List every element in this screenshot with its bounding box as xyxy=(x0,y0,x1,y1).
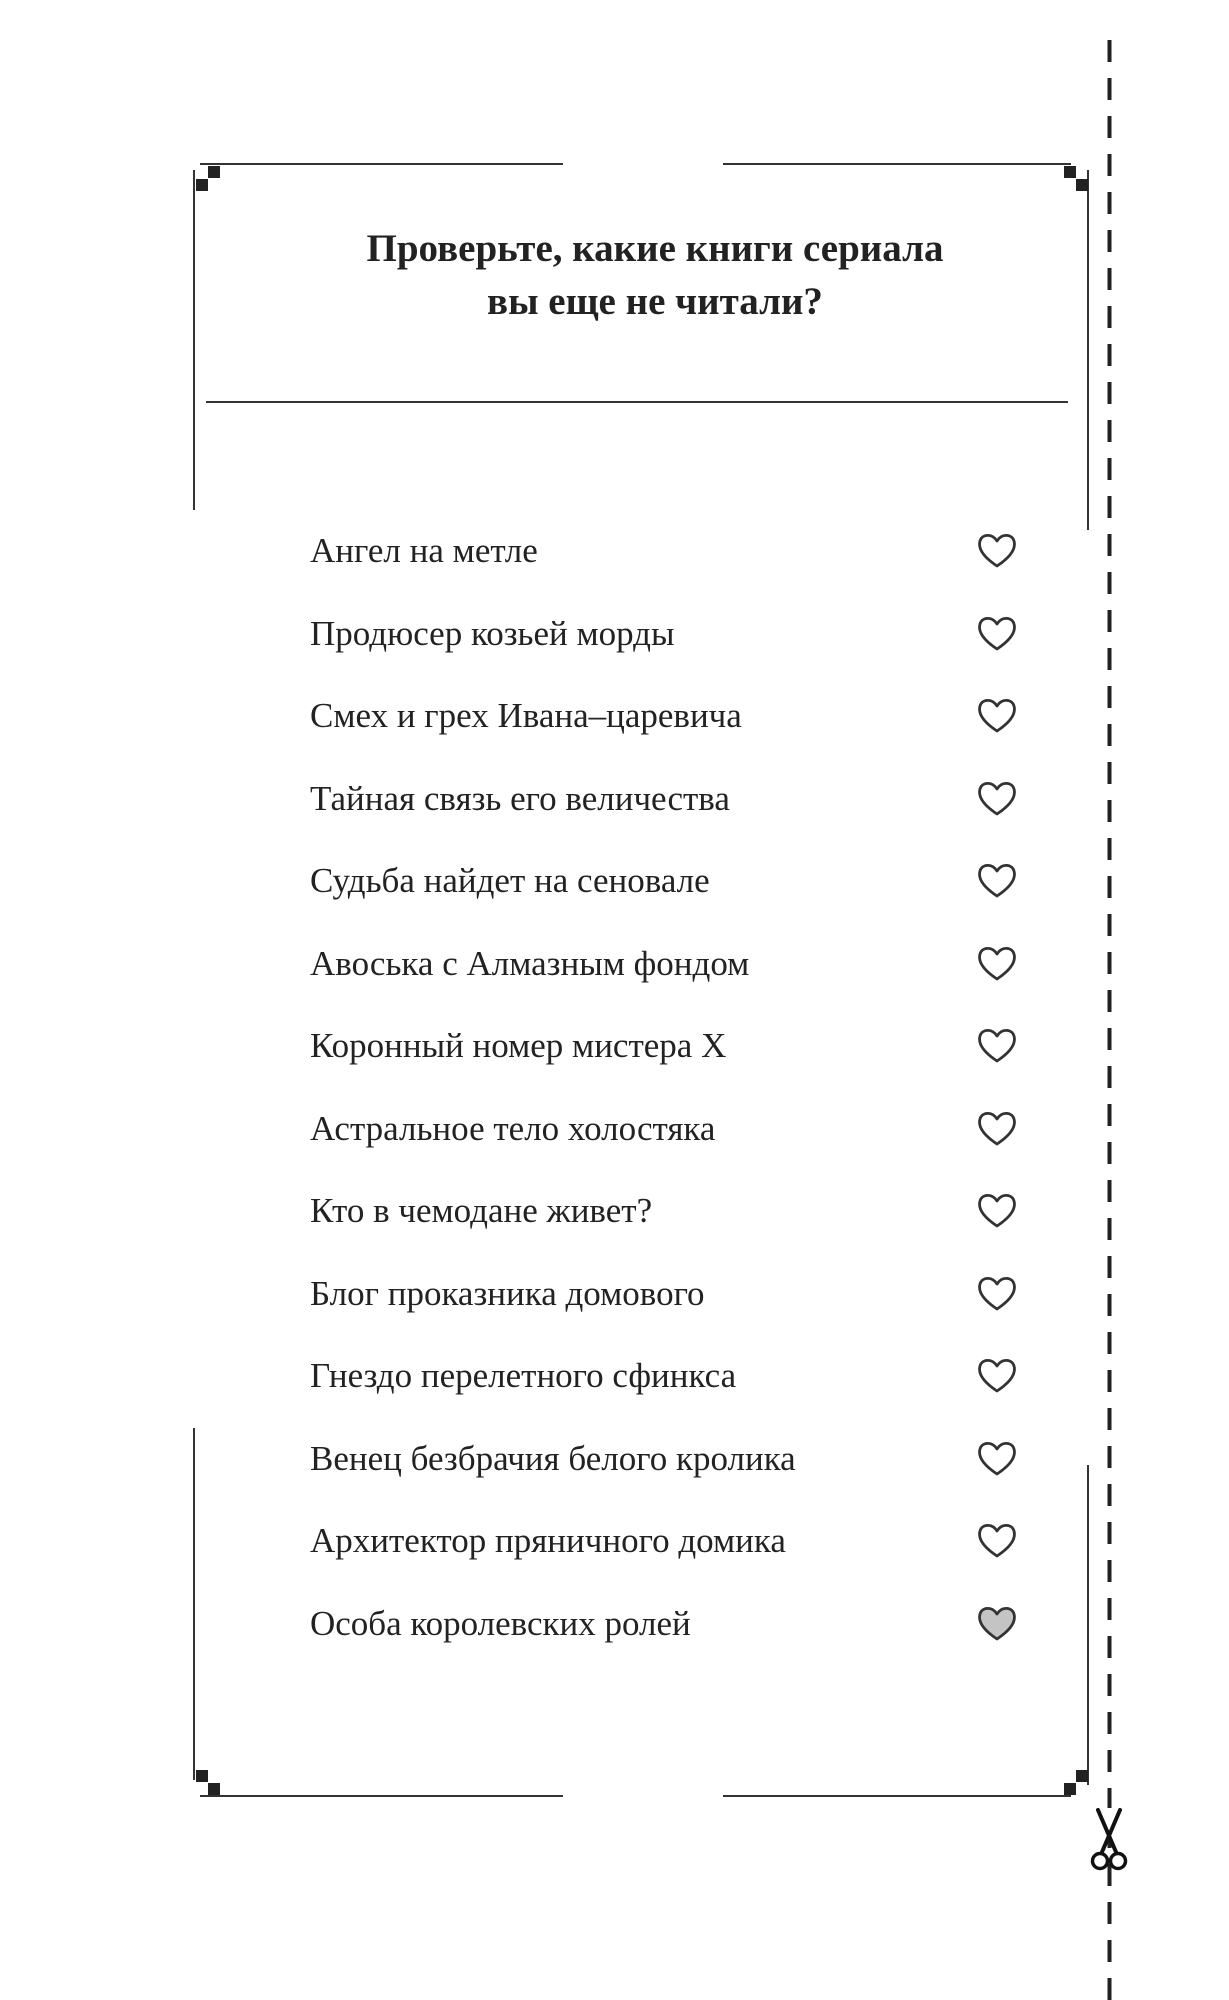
corner-ornament-top-right xyxy=(1064,166,1076,178)
book-title: Блог проказника домового xyxy=(310,1273,705,1313)
corner-ornament-top-left xyxy=(196,179,208,191)
book-title: Кто в чемодане живет? xyxy=(310,1191,653,1231)
corner-ornament-top-right xyxy=(1076,179,1088,191)
heart-icon[interactable] xyxy=(976,531,1018,571)
frame-top-left-line xyxy=(200,163,563,165)
list-item xyxy=(310,923,1030,1006)
list-item xyxy=(310,1500,1030,1583)
heart-icon[interactable] xyxy=(976,779,1018,819)
list-item xyxy=(310,1088,1030,1171)
heart-icon[interactable] xyxy=(976,1026,1018,1066)
book-title: Особа королевских ролей xyxy=(310,1603,691,1643)
book-title: Судьба найдет на сеновале xyxy=(310,861,710,901)
corner-ornament-bottom-right xyxy=(1064,1783,1076,1795)
page-title xyxy=(210,222,1100,328)
book-title: Продюсер козьей морды xyxy=(310,613,675,653)
book-title: Тайная связь его величества xyxy=(310,778,730,818)
book-title: Смех и грех Ивана–царевича xyxy=(310,696,742,736)
list-item xyxy=(310,510,1030,593)
heart-icon[interactable] xyxy=(976,1439,1018,1479)
heart-icon[interactable] xyxy=(976,861,1018,901)
list-item xyxy=(310,1335,1030,1418)
frame-top-right-line xyxy=(723,163,1071,165)
list-item xyxy=(310,1583,1030,1666)
corner-ornament-bottom-left xyxy=(208,1783,220,1795)
book-title: Астральное тело холостяка xyxy=(310,1108,716,1148)
page-title-line-2: вы еще не читали? xyxy=(487,280,823,323)
page-title-line-1: Проверьте, какие книги сериала xyxy=(366,227,944,270)
scissors-icon xyxy=(1089,1808,1129,1878)
heart-icon[interactable] xyxy=(976,1604,1018,1644)
list-item xyxy=(310,1005,1030,1088)
book-title: Гнездо перелетного сфинкса xyxy=(310,1356,737,1396)
list-item xyxy=(310,840,1030,923)
list-item xyxy=(310,1170,1030,1253)
book-title: Авоська с Алмазным фондом xyxy=(310,943,750,983)
heart-icon[interactable] xyxy=(976,1191,1018,1231)
frame-left-bottom-line xyxy=(193,1428,195,1780)
frame-bottom-left-line xyxy=(200,1795,563,1797)
header-divider xyxy=(206,401,1068,403)
heart-icon[interactable] xyxy=(976,614,1018,654)
list-item xyxy=(310,758,1030,841)
heart-icon[interactable] xyxy=(976,1274,1018,1314)
corner-ornament-bottom-right xyxy=(1076,1770,1088,1782)
cut-line xyxy=(1107,40,1112,2000)
list-item xyxy=(310,593,1030,676)
book-title: Архитектор пряничного домика xyxy=(310,1521,786,1561)
list-item xyxy=(310,675,1030,758)
heart-icon[interactable] xyxy=(976,1521,1018,1561)
book-title: Венец безбрачия белого кролика xyxy=(310,1438,796,1478)
heart-icon[interactable] xyxy=(976,1356,1018,1396)
heart-icon[interactable] xyxy=(976,1109,1018,1149)
frame-bottom-right-line xyxy=(723,1795,1071,1797)
corner-ornament-bottom-left xyxy=(196,1770,208,1782)
corner-ornament-top-left xyxy=(208,166,220,178)
book-title: Ангел на метле xyxy=(310,531,538,571)
heart-icon[interactable] xyxy=(976,696,1018,736)
list-item xyxy=(310,1418,1030,1501)
frame-right-bottom-line xyxy=(1087,1465,1089,1785)
book-title: Коронный номер мистера Х xyxy=(310,1026,727,1066)
heart-icon[interactable] xyxy=(976,944,1018,984)
book-checklist xyxy=(310,510,1030,1665)
list-item xyxy=(310,1253,1030,1336)
frame-left-top-line xyxy=(193,170,195,510)
